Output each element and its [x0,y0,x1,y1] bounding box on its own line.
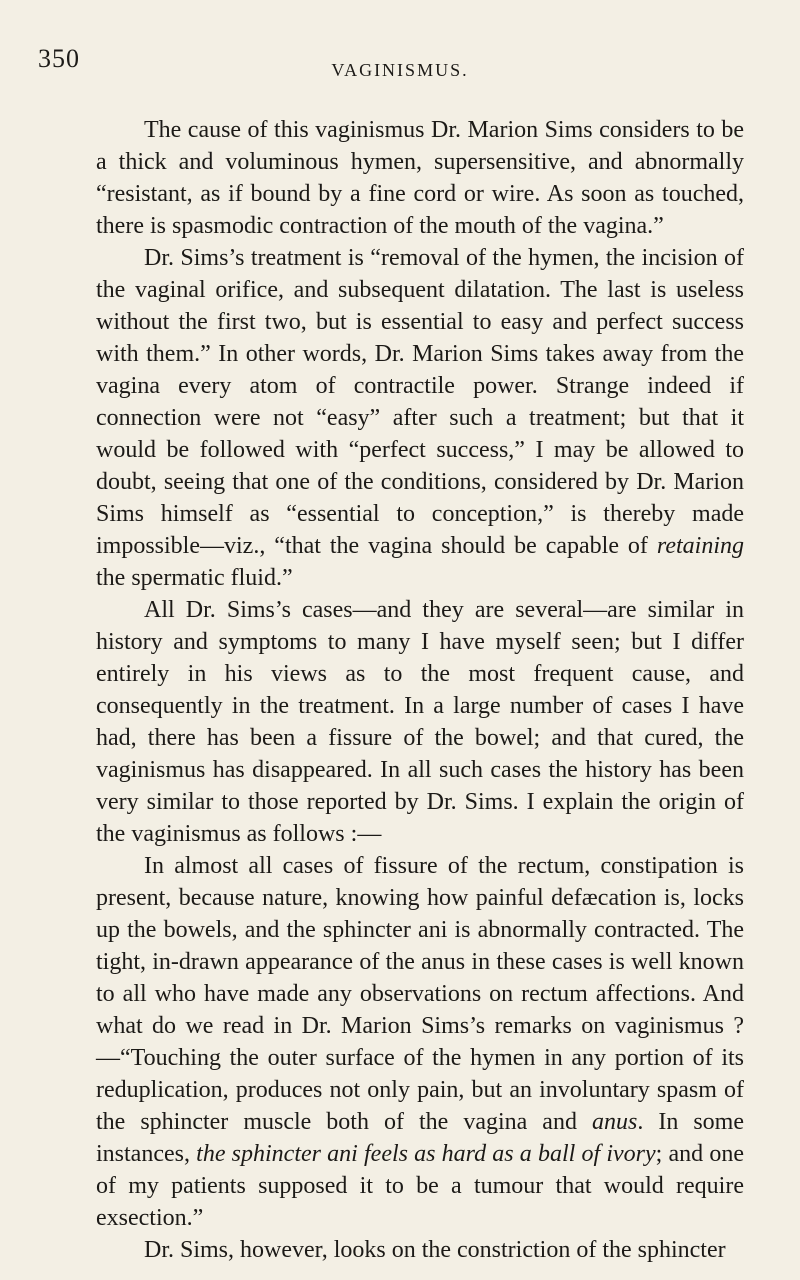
paragraph-4 [96,850,744,1234]
page-number: 350 [38,44,80,73]
text-run: In almost all cases of fissure of the rectum, constipation is present, because nature, knowing how painful defæcation is, locks up the bowels, and the sphincter ani is abnormally contracted. The tight, in-drawn appearance of the anus in these cases is well known to all who have made any observations on rectum affections. And what do we read in Dr. Marion Sims’s remarks on vaginismus ?—“Touching the outer surface of the hymen in any portion of its reduplication, produces not only pain, but an involuntary spasm of the sphincter muscle both of the vagina and [96,853,744,1135]
text-run: Dr. Sims’s treatment is “removal of the hymen, the incision of the vaginal orifice, and subsequent dilatation. The last is useless without the first two, but is essential to easy and perfect success with them.” In other words, Dr. Marion Sims takes away from the vagina every atom of contractile power. Strange indeed if connection were not “easy” after such a treatment; but that it would be followed with “perfect success,” I may be allowed to doubt, seeing that one of the conditions, considered by Dr. Marion Sims himself as “essential to conception,” is thereby made impossible—viz., “that the vagina should be capable of [96,245,744,559]
body-text [96,114,744,1266]
paragraph-2 [96,242,744,594]
italic-run: the sphincter ani feels as hard as a ball of ivory [196,1141,656,1167]
italic-run: retaining [656,533,744,559]
text-run: . In some instances, [96,1109,744,1167]
paragraph-1 [96,114,744,242]
text-run: All Dr. Sims’s cases—and they are several—are similar in history and symptoms to many I have myself seen; but I differ entirely in his views as to the most frequent cause, and consequently in the treatment. In a large number of cases I have had, there has been a fissure of the bowel; and that cured, the vaginismus has disappeared. In all such cases the history has been very similar to those reported by Dr. Sims. I explain the origin of the vaginismus as follows :— [96,597,744,847]
paragraph-3 [96,594,744,850]
text-run: ; and one of my patients supposed it to be a tumour that would require exsection.” [96,1141,744,1231]
text-run: the spermatic fluid.” [96,565,293,591]
running-head: VAGINISMUS. [331,60,469,80]
italic-run: anus [591,1109,638,1135]
paragraph-5 [96,1234,744,1266]
text-run: The cause of this vaginismus Dr. Marion Sims considers to be a thick and voluminous hymen, supersensitive, and abnormally “resistant, as if bound by a fine cord or wire. As soon as touched, there is spasmodic contraction of the mouth of the vagina.” [96,117,744,239]
text-run: Dr. Sims, however, looks on the constriction of the sphincter [144,1237,726,1263]
